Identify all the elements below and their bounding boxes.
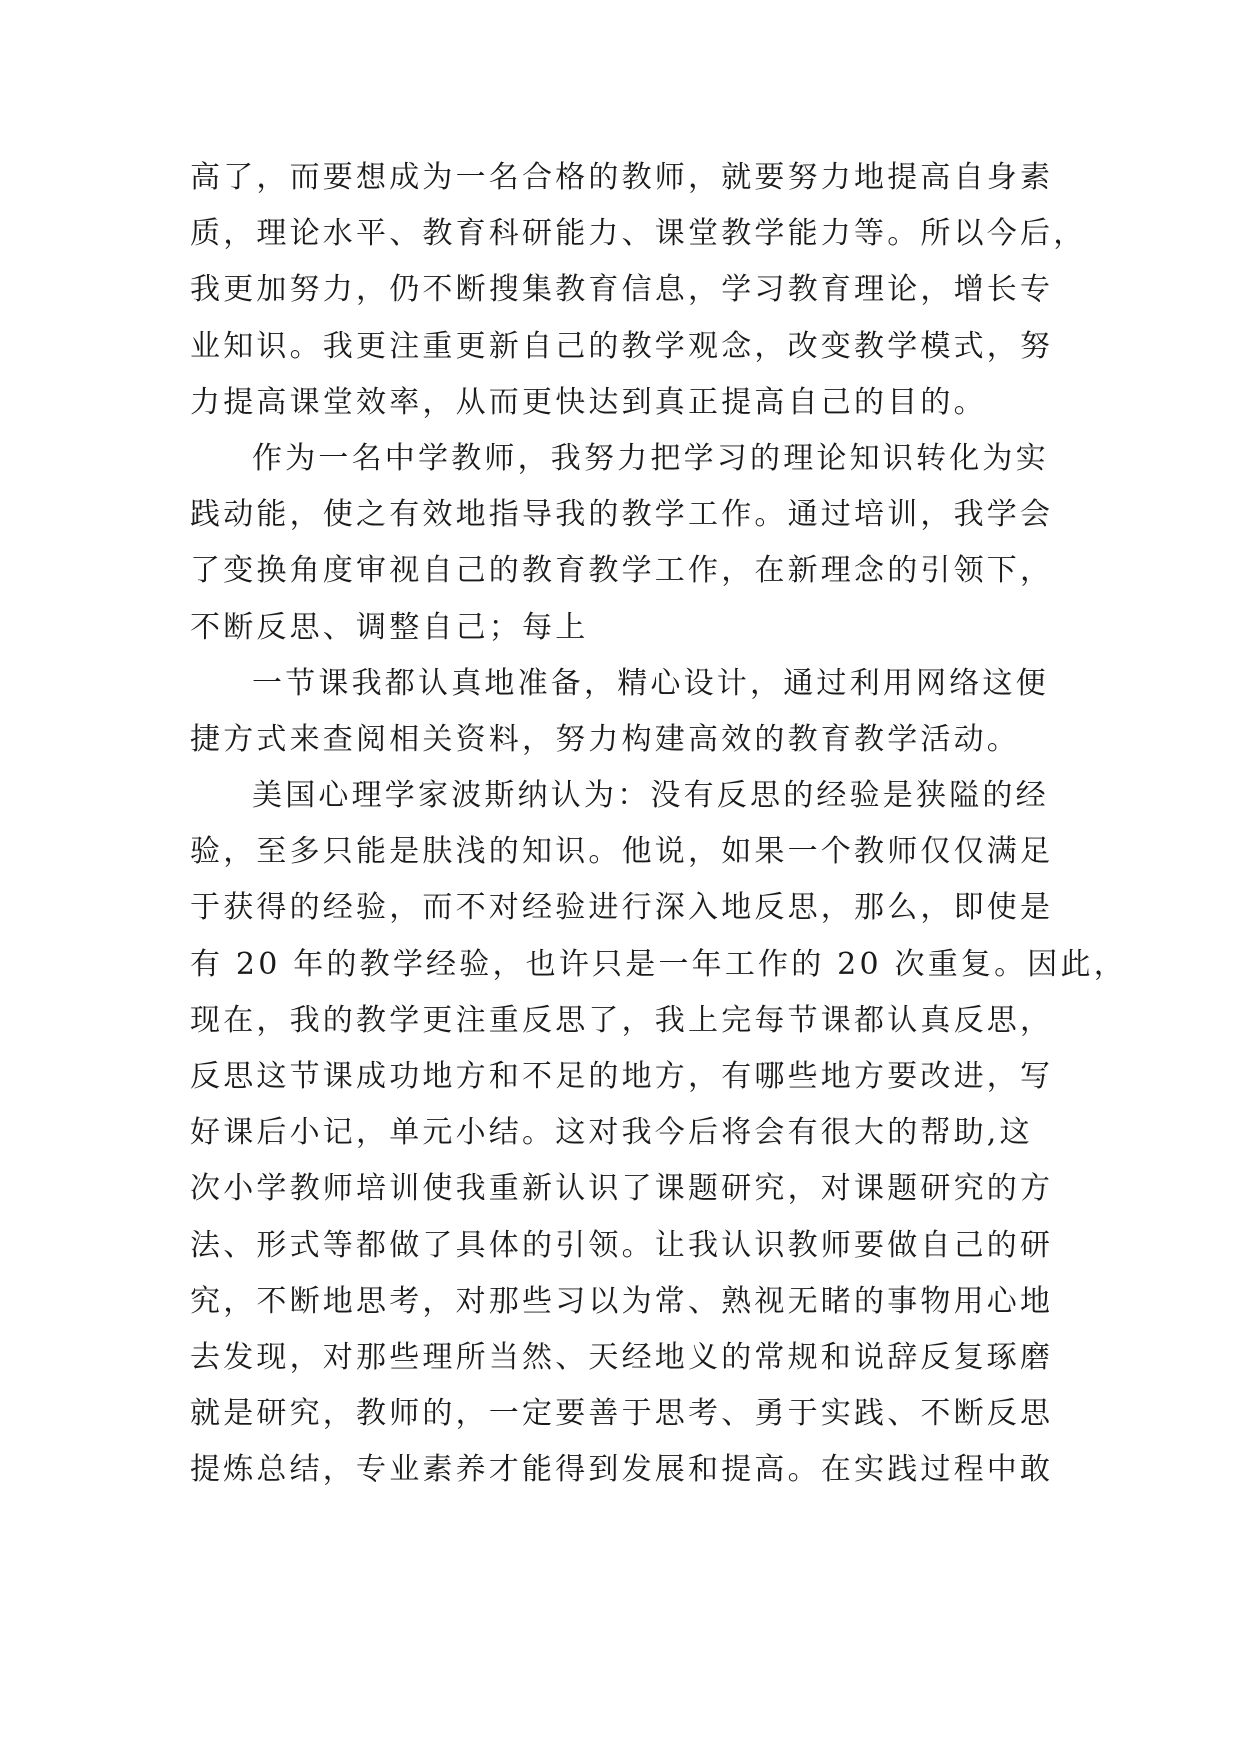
document-body <box>190 150 1127 1499</box>
text-line: 业知识。我更注重更新自己的教学观念，改变教学模式，努 <box>190 328 1054 364</box>
text-line: 有 20 年的教学经验，也许只是一年工作的 20 次重复。因此， <box>190 946 1127 982</box>
text-line: 不断反思、调整自己；每上 <box>190 609 589 645</box>
text-line: 作为一名中学教师，我努力把学习的理论知识转化为实 <box>252 440 1049 476</box>
paragraph-1 <box>190 150 1087 431</box>
paragraph-2 <box>190 431 1054 656</box>
text-line: 法、形式等都做了具体的引领。让我认识教师要做自己的研 <box>190 1227 1054 1263</box>
text-line: 反思这节课成功地方和不足的地方，有哪些地方要改进，写 <box>190 1059 1054 1094</box>
text-line: 提炼总结，专业素养才能得到发展和提高。在实践过程中敢 <box>190 1452 1054 1488</box>
text-line: 一节课我都认真地准备，精心设计，通过利用网络这便 <box>252 665 1049 701</box>
text-line: 现在，我的教学更注重反思了，我上完每节课都认真反思， <box>190 1002 1054 1038</box>
text-line: 验，至多只能是肤浅的知识。他说，如果一个教师仅仅满足 <box>190 834 1054 870</box>
text-line: 质，理论水平、教育科研能力、课堂教学能力等。所以今后， <box>190 216 1087 252</box>
text-line: 美国心理学家波斯纳认为：没有反思的经验是狭隘的经 <box>252 778 1049 814</box>
text-line: 究，不断地思考，对那些习以为常、熟视无睹的事物用心地 <box>190 1283 1054 1319</box>
text-line: 高了，而要想成为一名合格的教师，就要努力地提高自身素 <box>190 160 1054 195</box>
text-line: 好课后小记，单元小结。这对我今后将会有很大的帮助,这 <box>190 1115 1033 1151</box>
text-line: 践动能，使之有效地指导我的教学工作。通过培训，我学会 <box>190 497 1054 533</box>
text-line: 我更加努力，仍不断搜集教育信息，学习教育理论，增长专 <box>190 272 1054 308</box>
text-line: 次小学教师培训使我重新认识了课题研究，对课题研究的方 <box>190 1171 1054 1207</box>
text-line: 力提高课堂效率，从而更快达到真正提高自己的目的。 <box>190 384 987 420</box>
text-line: 捷方式来查阅相关资料，努力构建高效的教育教学活动。 <box>190 721 1020 757</box>
paragraph-3 <box>190 656 1050 768</box>
paragraph-4 <box>190 768 1127 1498</box>
text-line: 就是研究，教师的，一定要善于思考、勇于实践、不断反思 <box>190 1396 1054 1432</box>
text-line: 于获得的经验，而不对经验进行深入地反思，那么，即使是 <box>190 890 1054 926</box>
text-line: 去发现，对那些理所当然、天经地义的常规和说辞反复琢磨 <box>190 1339 1054 1375</box>
text-line: 了变换角度审视自己的教育教学工作，在新理念的引领下， <box>190 553 1054 589</box>
